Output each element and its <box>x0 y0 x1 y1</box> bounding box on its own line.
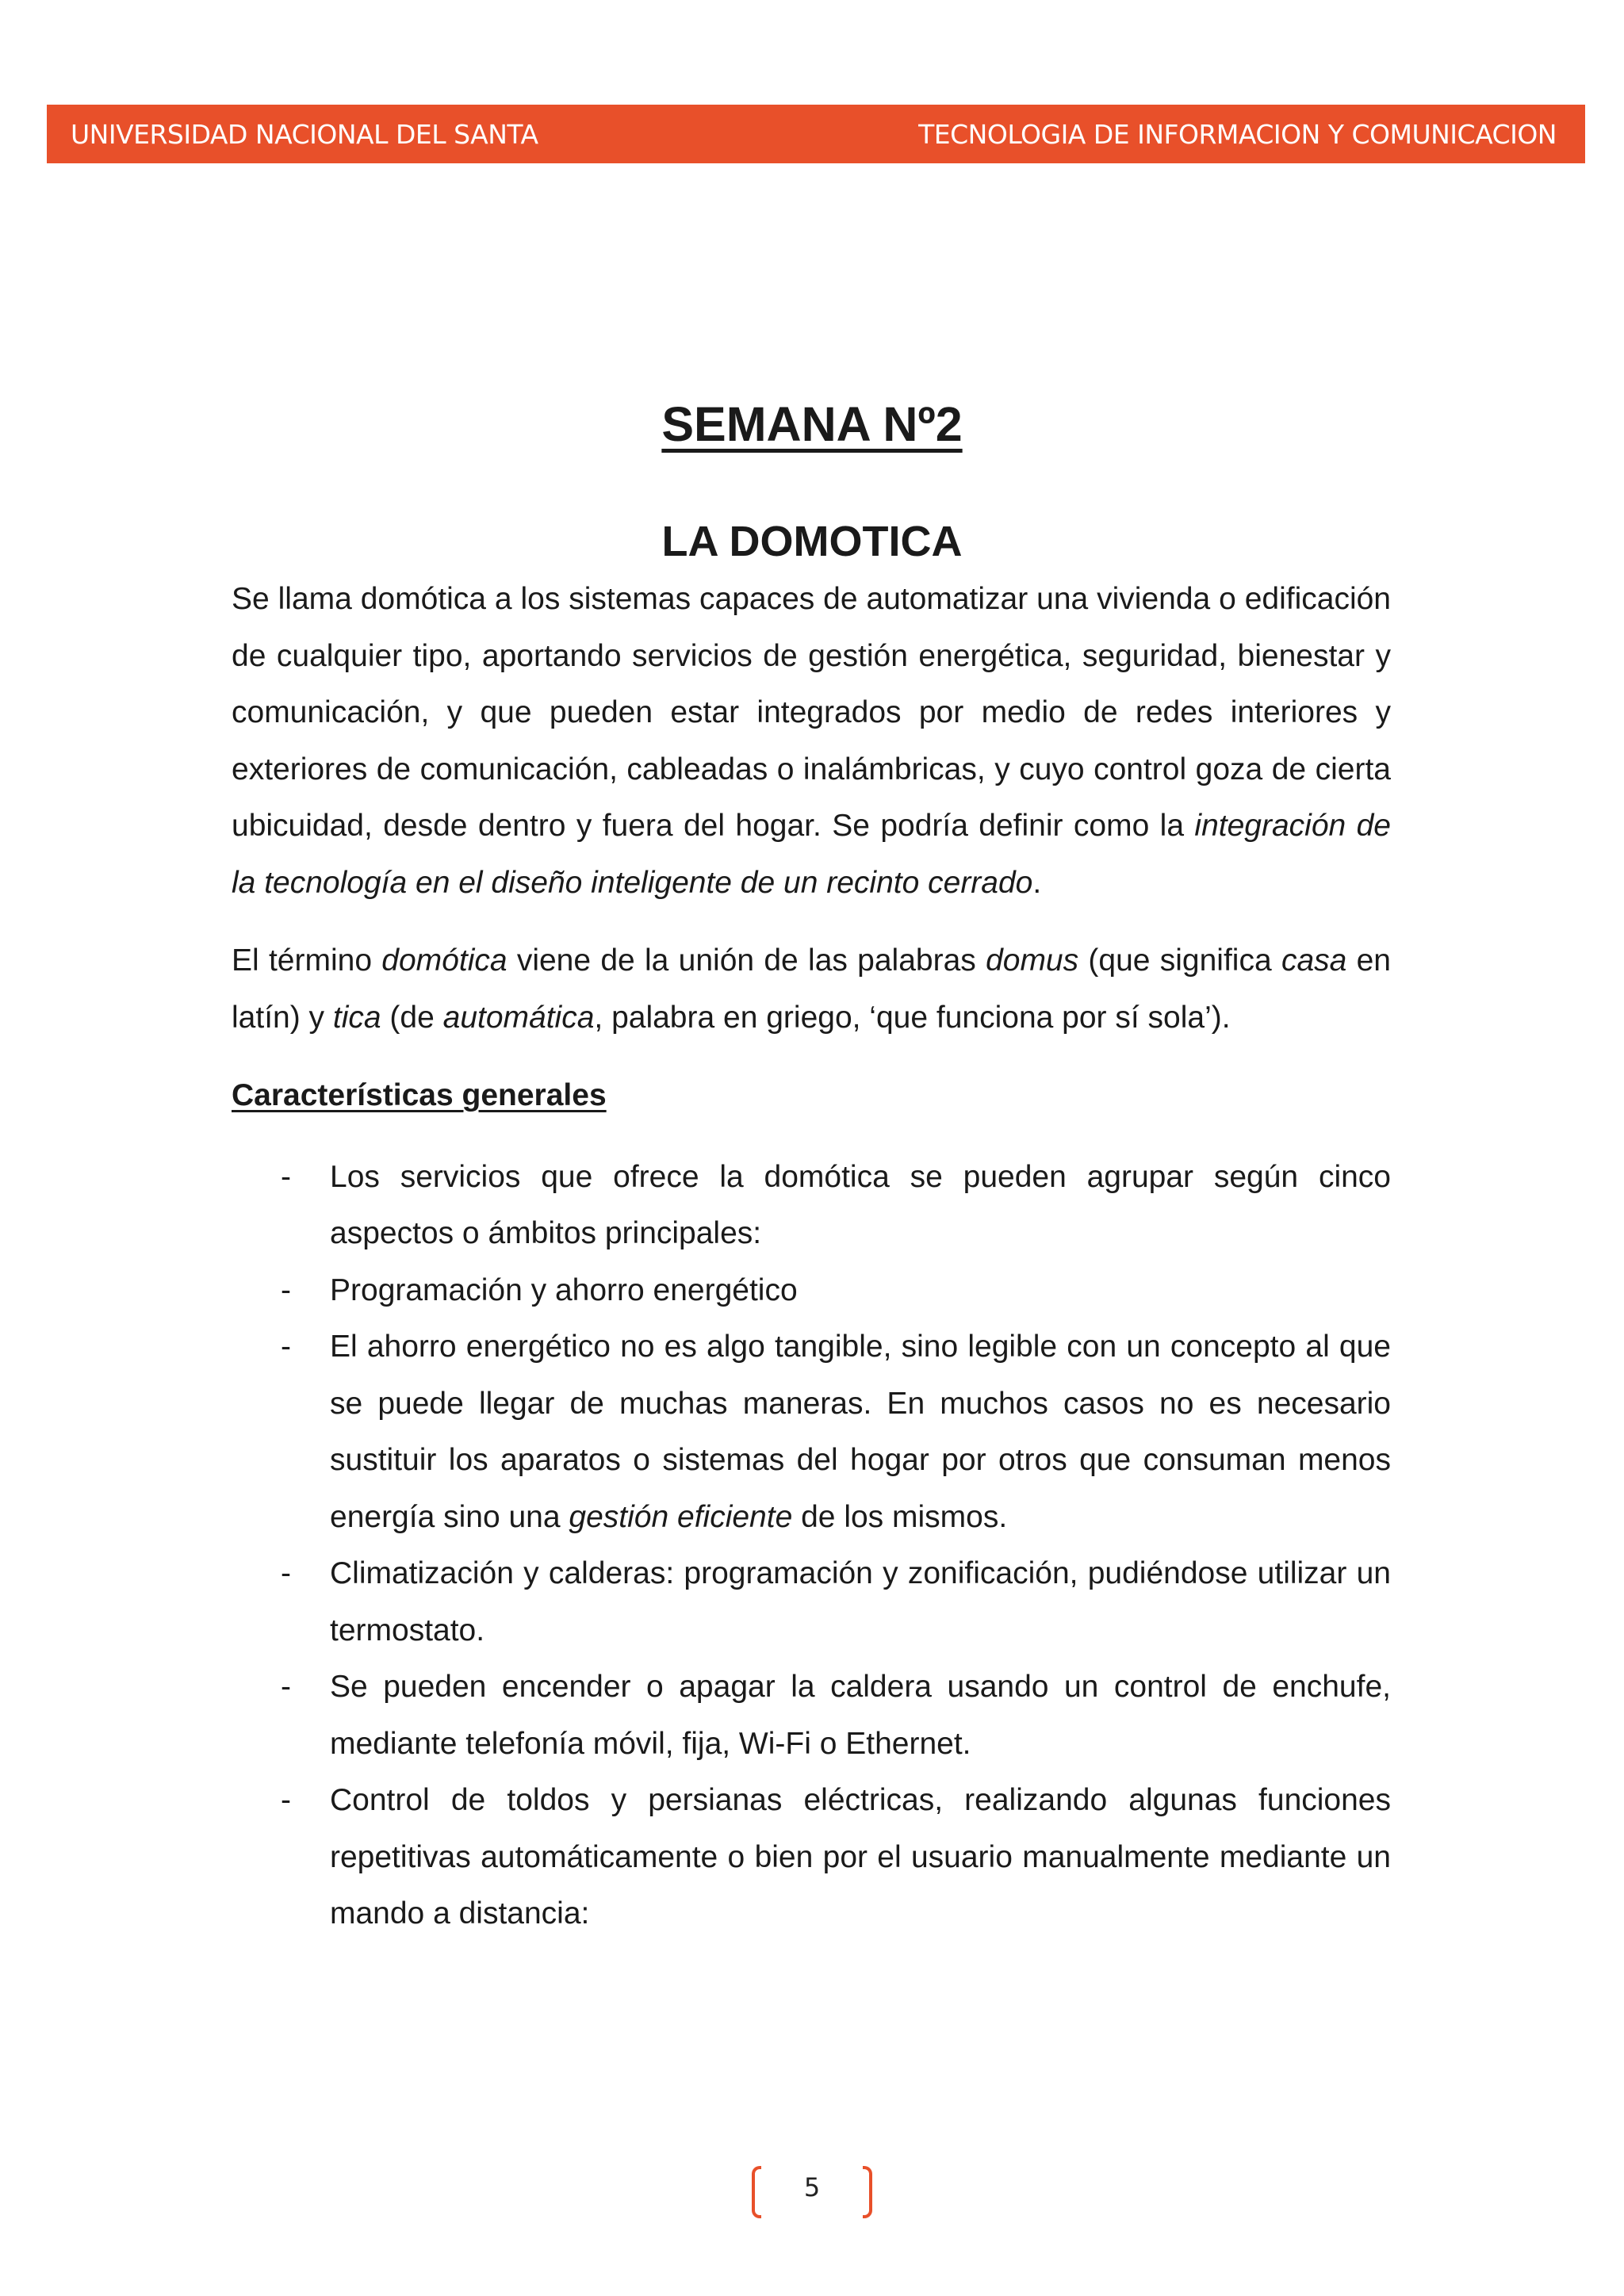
page-number: 5 <box>803 2172 821 2202</box>
etym-term-tica: tica <box>332 1000 381 1035</box>
document-body <box>232 571 1391 1942</box>
title-text: SEMANA Nº2 <box>661 397 963 451</box>
bullet-dash: - <box>281 1670 291 1704</box>
paragraph-etymology <box>232 932 1391 1046</box>
bullet-dash: - <box>281 1330 291 1364</box>
bullet-dash: - <box>281 1556 291 1590</box>
paragraph-intro-end: . <box>1032 865 1042 900</box>
paragraph-intro-text: Se llama domótica a los sistemas capaces de automatizar una vivienda o edificación de cualquier tipo, aportando servicios de gestión energética, seguridad, bienestar y comunicación, y que pueden estar integrados por medio de redes interiores y exteriores de comunicación, cableadas o inalámbricas, y cuyo control goza de cierta ubicuidad, desde dentro y fuera del hogar. Se podría definir como la <box>232 582 1391 843</box>
list-item <box>232 1772 1391 1942</box>
list-item-text: Programación y ahorro energético <box>330 1272 798 1307</box>
section-heading: Características generales <box>232 1078 607 1112</box>
page-header <box>47 105 1585 163</box>
paragraph-intro <box>232 571 1391 911</box>
list-item <box>232 1149 1391 1262</box>
header-course: TECNOLOGIA DE INFORMACION Y COMUNICACION <box>918 118 1557 150</box>
list-item-text: Control de toldos y persianas eléctricas, realizando algunas funciones repetitivas automáticamente o bien por el usuario manualmente mediante un mando a distancia: <box>330 1783 1391 1931</box>
etym-text-5: (de <box>381 1000 443 1035</box>
etym-text-4: en latín) y <box>232 943 1391 1035</box>
list-item-emphasis: gestión eficiente <box>569 1499 793 1534</box>
page-footer <box>741 2163 883 2226</box>
list-item-text: Climatización y calderas: programación y zonificación, pudiéndose utilizar un termostato. <box>330 1556 1391 1647</box>
section-title: LA DOMOTICA <box>661 518 963 565</box>
page-title <box>0 396 1624 452</box>
etym-term-automatica: automática <box>442 1000 595 1035</box>
list-item-text: El ahorro energético no es algo tangible, sino legible con un concepto al que se puede llegar de muchas maneras. En muchos casos no es necesario sustituir los aparatos o sistemas del hogar por otros que consuman menos energía sino una <box>330 1330 1391 1534</box>
etym-text-1: El término <box>232 943 382 978</box>
paragraph-intro-emphasis: integración de la tecnología en el diseño inteligente de un recinto cerrado <box>232 809 1391 900</box>
list-item <box>232 1318 1391 1545</box>
etym-text-6: , palabra en griego, ‘que funciona por sí sola’). <box>594 1000 1231 1035</box>
characteristics-list <box>232 1149 1391 1942</box>
etym-term-domus: domus <box>986 943 1079 978</box>
list-item <box>232 1659 1391 1772</box>
bullet-dash: - <box>281 1272 291 1307</box>
list-item-text: Se pueden encender o apagar la caldera usando un control de enchufe, mediante telefonía móvil, fija, Wi-Fi o Ethernet. <box>330 1670 1391 1761</box>
etym-text-2: viene de la unión de las palabras <box>507 943 986 978</box>
etym-term-casa: casa <box>1281 943 1347 978</box>
list-item <box>232 1262 1391 1319</box>
etym-term-domotica: domótica <box>381 943 508 978</box>
right-bracket-icon <box>863 2166 872 2218</box>
bullet-dash: - <box>281 1159 291 1194</box>
list-item-text: Los servicios que ofrece la domótica se pueden agrupar según cinco aspectos o ámbitos principales: <box>330 1159 1391 1250</box>
etym-text-3: (que significa <box>1078 943 1281 978</box>
header-institution: UNIVERSIDAD NACIONAL DEL SANTA <box>71 118 538 150</box>
list-item-text-end: de los mismos. <box>792 1499 1008 1534</box>
bullet-dash: - <box>281 1783 291 1817</box>
list-item <box>232 1545 1391 1659</box>
